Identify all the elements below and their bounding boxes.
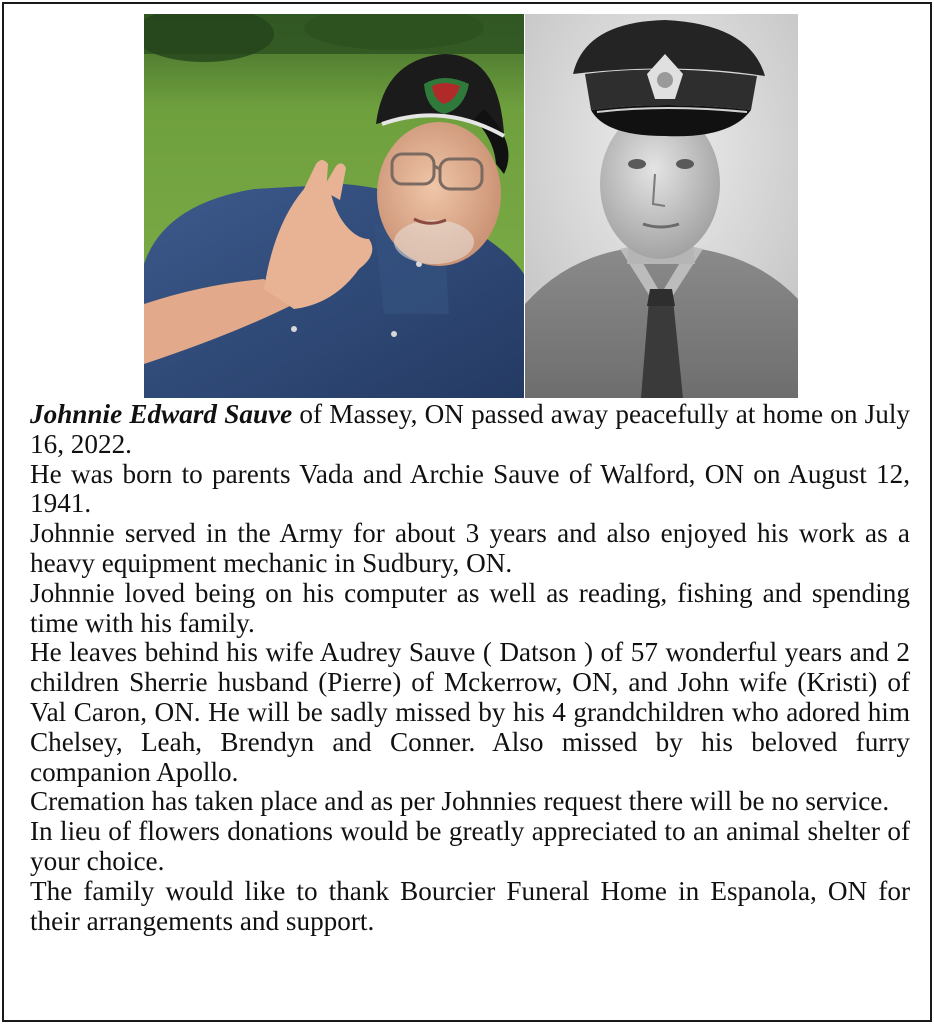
obituary-notice: [2, 2, 932, 1022]
color-photo-elderly-man-icon: [144, 14, 524, 398]
obituary-text: [30, 400, 910, 936]
photo-young-soldier: [525, 14, 798, 398]
deceased-name: Johnnie Edward Sauve: [30, 399, 293, 429]
paragraph-text: of Massey, ON passed away peacefully at home on July 16, 2022.: [30, 399, 910, 459]
obituary-paragraph-1: [30, 400, 910, 460]
bw-photo-young-soldier-icon: [525, 14, 798, 398]
photo-elderly-man: [144, 14, 524, 398]
obituary-paragraph-7: In lieu of flowers donations would be greatly appreciated to an animal shelter of your choice.: [30, 816, 910, 876]
obituary-paragraph-8: The family would like to thank Bourcier Funeral Home in Espanola, ON for their arrangements and support.: [30, 875, 910, 936]
obituary-paragraph-3: Johnnie served in the Army for about 3 years and also enjoyed his work as a heavy equipment mechanic in Sudbury, ON.: [30, 518, 910, 578]
photo-pair: [144, 14, 798, 398]
obituary-paragraph-4: Johnnie loved being on his computer as well as reading, fishing and spending time with his family.: [30, 577, 910, 638]
obituary-paragraph-5: He leaves behind his wife Audrey Sauve ( Datson ) of 57 wonderful years and 2 children Sherrie husband (Pierre) of Mckerrow, ON, and John wife (Kristi) of Val Caron, ON. He will be sadly missed by his 4 grandchildren who adored him Chelsey, Leah, Brendyn and Conner. Also missed by his beloved furry companion Apollo.: [30, 637, 910, 787]
obituary-paragraph-6: Cremation has taken place and as per Johnnies request there will be no service.: [30, 786, 890, 817]
obituary-paragraph-2: He was born to parents Vada and Archie Sauve of Walford, ON on August 12, 1941.: [30, 458, 910, 519]
